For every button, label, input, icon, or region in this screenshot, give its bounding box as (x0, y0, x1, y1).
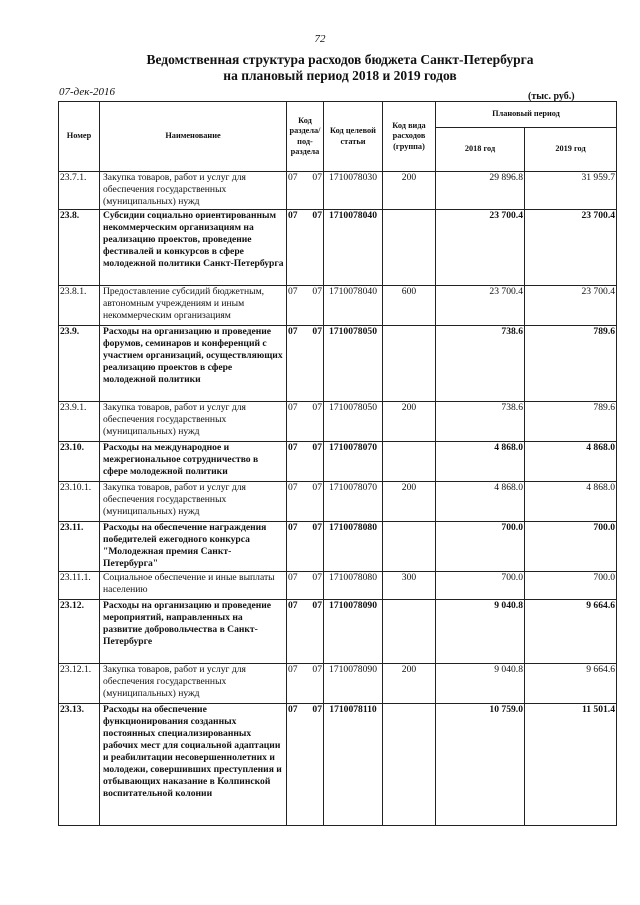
row-number: 23.13. (59, 704, 100, 826)
table-row (59, 442, 617, 482)
header-year-2019: 2019 год (525, 128, 617, 172)
header-article-code: Код целевой статьи (324, 102, 383, 172)
page-title (60, 52, 620, 84)
section-code: 07 (288, 286, 298, 297)
row-number: 23.10. (59, 442, 100, 482)
subsection-code: 07 (312, 286, 322, 297)
row-kind-code: 200 (383, 172, 436, 210)
row-article-code: 1710078070 (324, 482, 383, 522)
budget-table (58, 101, 617, 826)
section-code: 07 (288, 600, 298, 611)
header-kind-code: Код вида расходов (группа) (383, 102, 436, 172)
row-value-2018: 9 040.8 (436, 600, 525, 664)
row-value-2018: 738.6 (436, 326, 525, 402)
row-value-2019: 700.0 (525, 572, 617, 600)
row-name: Закупка товаров, работ и услуг для обеспечения государственных (муниципальных) нужд (100, 172, 287, 210)
row-article-code: 1710078090 (324, 664, 383, 704)
row-name: Социальное обеспечение и иные выплаты населению (100, 572, 287, 600)
row-value-2019: 9 664.6 (525, 600, 617, 664)
row-article-code: 1710078080 (324, 522, 383, 572)
row-number: 23.9.1. (59, 402, 100, 442)
row-section-code (287, 210, 324, 286)
row-value-2019: 789.6 (525, 326, 617, 402)
header-section-code: Код раздела/ под-раздела (287, 102, 324, 172)
row-article-code: 1710078080 (324, 572, 383, 600)
header-plan-period: Плановый период (436, 102, 617, 128)
row-kind-code (383, 522, 436, 572)
section-code: 07 (288, 326, 298, 337)
row-kind-code (383, 210, 436, 286)
row-name: Закупка товаров, работ и услуг для обеспечения государственных (муниципальных) нужд (100, 482, 287, 522)
section-code: 07 (288, 704, 298, 715)
row-number: 23.8.1. (59, 286, 100, 326)
table-row (59, 600, 617, 664)
row-number: 23.12. (59, 600, 100, 664)
row-section-code (287, 326, 324, 402)
subsection-code: 07 (312, 600, 322, 611)
section-code: 07 (288, 402, 298, 413)
row-name: Расходы на обеспечение функционирования созданных постоянных специализированных рабочих мест для социальной адаптации и реабилитации несовершеннолетних и молодежи, совершивших преступления и отбывающих наказание в Колпинской воспитательной колонии (100, 704, 287, 826)
subsection-code: 07 (312, 522, 322, 533)
row-section-code (287, 442, 324, 482)
subsection-code: 07 (312, 572, 322, 583)
table-row (59, 172, 617, 210)
row-number: 23.12.1. (59, 664, 100, 704)
header-number: Номер (59, 102, 100, 172)
row-kind-code: 600 (383, 286, 436, 326)
table-row (59, 704, 617, 826)
row-value-2018: 23 700.4 (436, 210, 525, 286)
subsection-code: 07 (312, 402, 322, 413)
row-number: 23.9. (59, 326, 100, 402)
units-label: (тыс. руб.) (528, 91, 575, 102)
row-value-2018: 4 868.0 (436, 442, 525, 482)
subsection-code: 07 (312, 210, 322, 221)
row-value-2019: 4 868.0 (525, 442, 617, 482)
row-value-2019: 11 501.4 (525, 704, 617, 826)
row-value-2019: 789.6 (525, 402, 617, 442)
row-section-code (287, 286, 324, 326)
table-row (59, 210, 617, 286)
row-value-2019: 700.0 (525, 522, 617, 572)
row-section-code (287, 482, 324, 522)
row-article-code: 1710078050 (324, 402, 383, 442)
row-section-code (287, 600, 324, 664)
subsection-code: 07 (312, 704, 322, 715)
table-row (59, 572, 617, 600)
row-article-code: 1710078070 (324, 442, 383, 482)
row-name: Закупка товаров, работ и услуг для обеспечения государственных (муниципальных) нужд (100, 664, 287, 704)
section-code: 07 (288, 172, 298, 183)
row-value-2019: 23 700.4 (525, 210, 617, 286)
row-name: Субсидии социально ориентированным некоммерческим организациям на реализацию проектов, проведение фестивалей и конкурсов в сфере молодежной политики Санкт-Петербурга (100, 210, 287, 286)
table-row (59, 326, 617, 402)
table-row (59, 402, 617, 442)
row-kind-code: 300 (383, 572, 436, 600)
row-article-code: 1710078040 (324, 210, 383, 286)
row-number: 23.11. (59, 522, 100, 572)
row-kind-code (383, 442, 436, 482)
row-kind-code (383, 326, 436, 402)
section-code: 07 (288, 572, 298, 583)
row-value-2019: 9 664.6 (525, 664, 617, 704)
section-code: 07 (288, 482, 298, 493)
subsection-code: 07 (312, 664, 322, 675)
row-kind-code: 200 (383, 402, 436, 442)
row-name: Предоставление субсидий бюджетным, автономным учреждениям и иным некоммерческим организациям (100, 286, 287, 326)
row-section-code (287, 522, 324, 572)
row-article-code: 1710078090 (324, 600, 383, 664)
subsection-code: 07 (312, 172, 322, 183)
row-number: 23.8. (59, 210, 100, 286)
row-article-code: 1710078040 (324, 286, 383, 326)
row-value-2019: 31 959.7 (525, 172, 617, 210)
table-row (59, 482, 617, 522)
row-number: 23.7.1. (59, 172, 100, 210)
section-code: 07 (288, 522, 298, 533)
row-number: 23.11.1. (59, 572, 100, 600)
header-name: Наименование (100, 102, 287, 172)
title-line-2: на плановый период 2018 и 2019 годов (223, 68, 457, 83)
row-section-code (287, 704, 324, 826)
row-section-code (287, 664, 324, 704)
row-value-2018: 700.0 (436, 572, 525, 600)
row-section-code (287, 172, 324, 210)
document-date: 07-дек-2016 (59, 86, 116, 98)
table-row (59, 522, 617, 572)
row-kind-code (383, 704, 436, 826)
row-value-2018: 10 759.0 (436, 704, 525, 826)
row-kind-code (383, 600, 436, 664)
row-value-2018: 700.0 (436, 522, 525, 572)
subsection-code: 07 (312, 442, 322, 453)
row-article-code: 1710078110 (324, 704, 383, 826)
row-value-2018: 4 868.0 (436, 482, 525, 522)
row-article-code: 1710078030 (324, 172, 383, 210)
subsection-code: 07 (312, 482, 322, 493)
subsection-code: 07 (312, 326, 322, 337)
section-code: 07 (288, 664, 298, 675)
row-name: Расходы на обеспечение награждения победителей ежегодного конкурса "Молодежная премия Санкт-Петербурга" (100, 522, 287, 572)
row-article-code: 1710078050 (324, 326, 383, 402)
table-row (59, 664, 617, 704)
row-section-code (287, 572, 324, 600)
title-line-1: Ведомственная структура расходов бюджета Санкт-Петербурга (146, 52, 534, 67)
section-code: 07 (288, 442, 298, 453)
row-section-code (287, 402, 324, 442)
row-name: Расходы на международное и межрегиональное сотрудничество в сфере молодежной политики (100, 442, 287, 482)
row-value-2018: 9 040.8 (436, 664, 525, 704)
row-name: Закупка товаров, работ и услуг для обеспечения государственных (муниципальных) нужд (100, 402, 287, 442)
page-number: 72 (314, 33, 326, 45)
row-value-2018: 23 700.4 (436, 286, 525, 326)
header-year-2018: 2018 год (436, 128, 525, 172)
row-number: 23.10.1. (59, 482, 100, 522)
row-value-2019: 23 700.4 (525, 286, 617, 326)
row-value-2019: 4 868.0 (525, 482, 617, 522)
row-value-2018: 738.6 (436, 402, 525, 442)
section-code: 07 (288, 210, 298, 221)
row-name: Расходы на организацию и проведение мероприятий, направленных на развитие добровольчества в Санкт-Петербурге (100, 600, 287, 664)
row-name: Расходы на организацию и проведение форумов, семинаров и конференций с участием организаций, осуществляющих реализацию проектов в сфере молодежной политики (100, 326, 287, 402)
row-kind-code: 200 (383, 482, 436, 522)
row-kind-code: 200 (383, 664, 436, 704)
row-value-2018: 29 896.8 (436, 172, 525, 210)
table-row (59, 286, 617, 326)
